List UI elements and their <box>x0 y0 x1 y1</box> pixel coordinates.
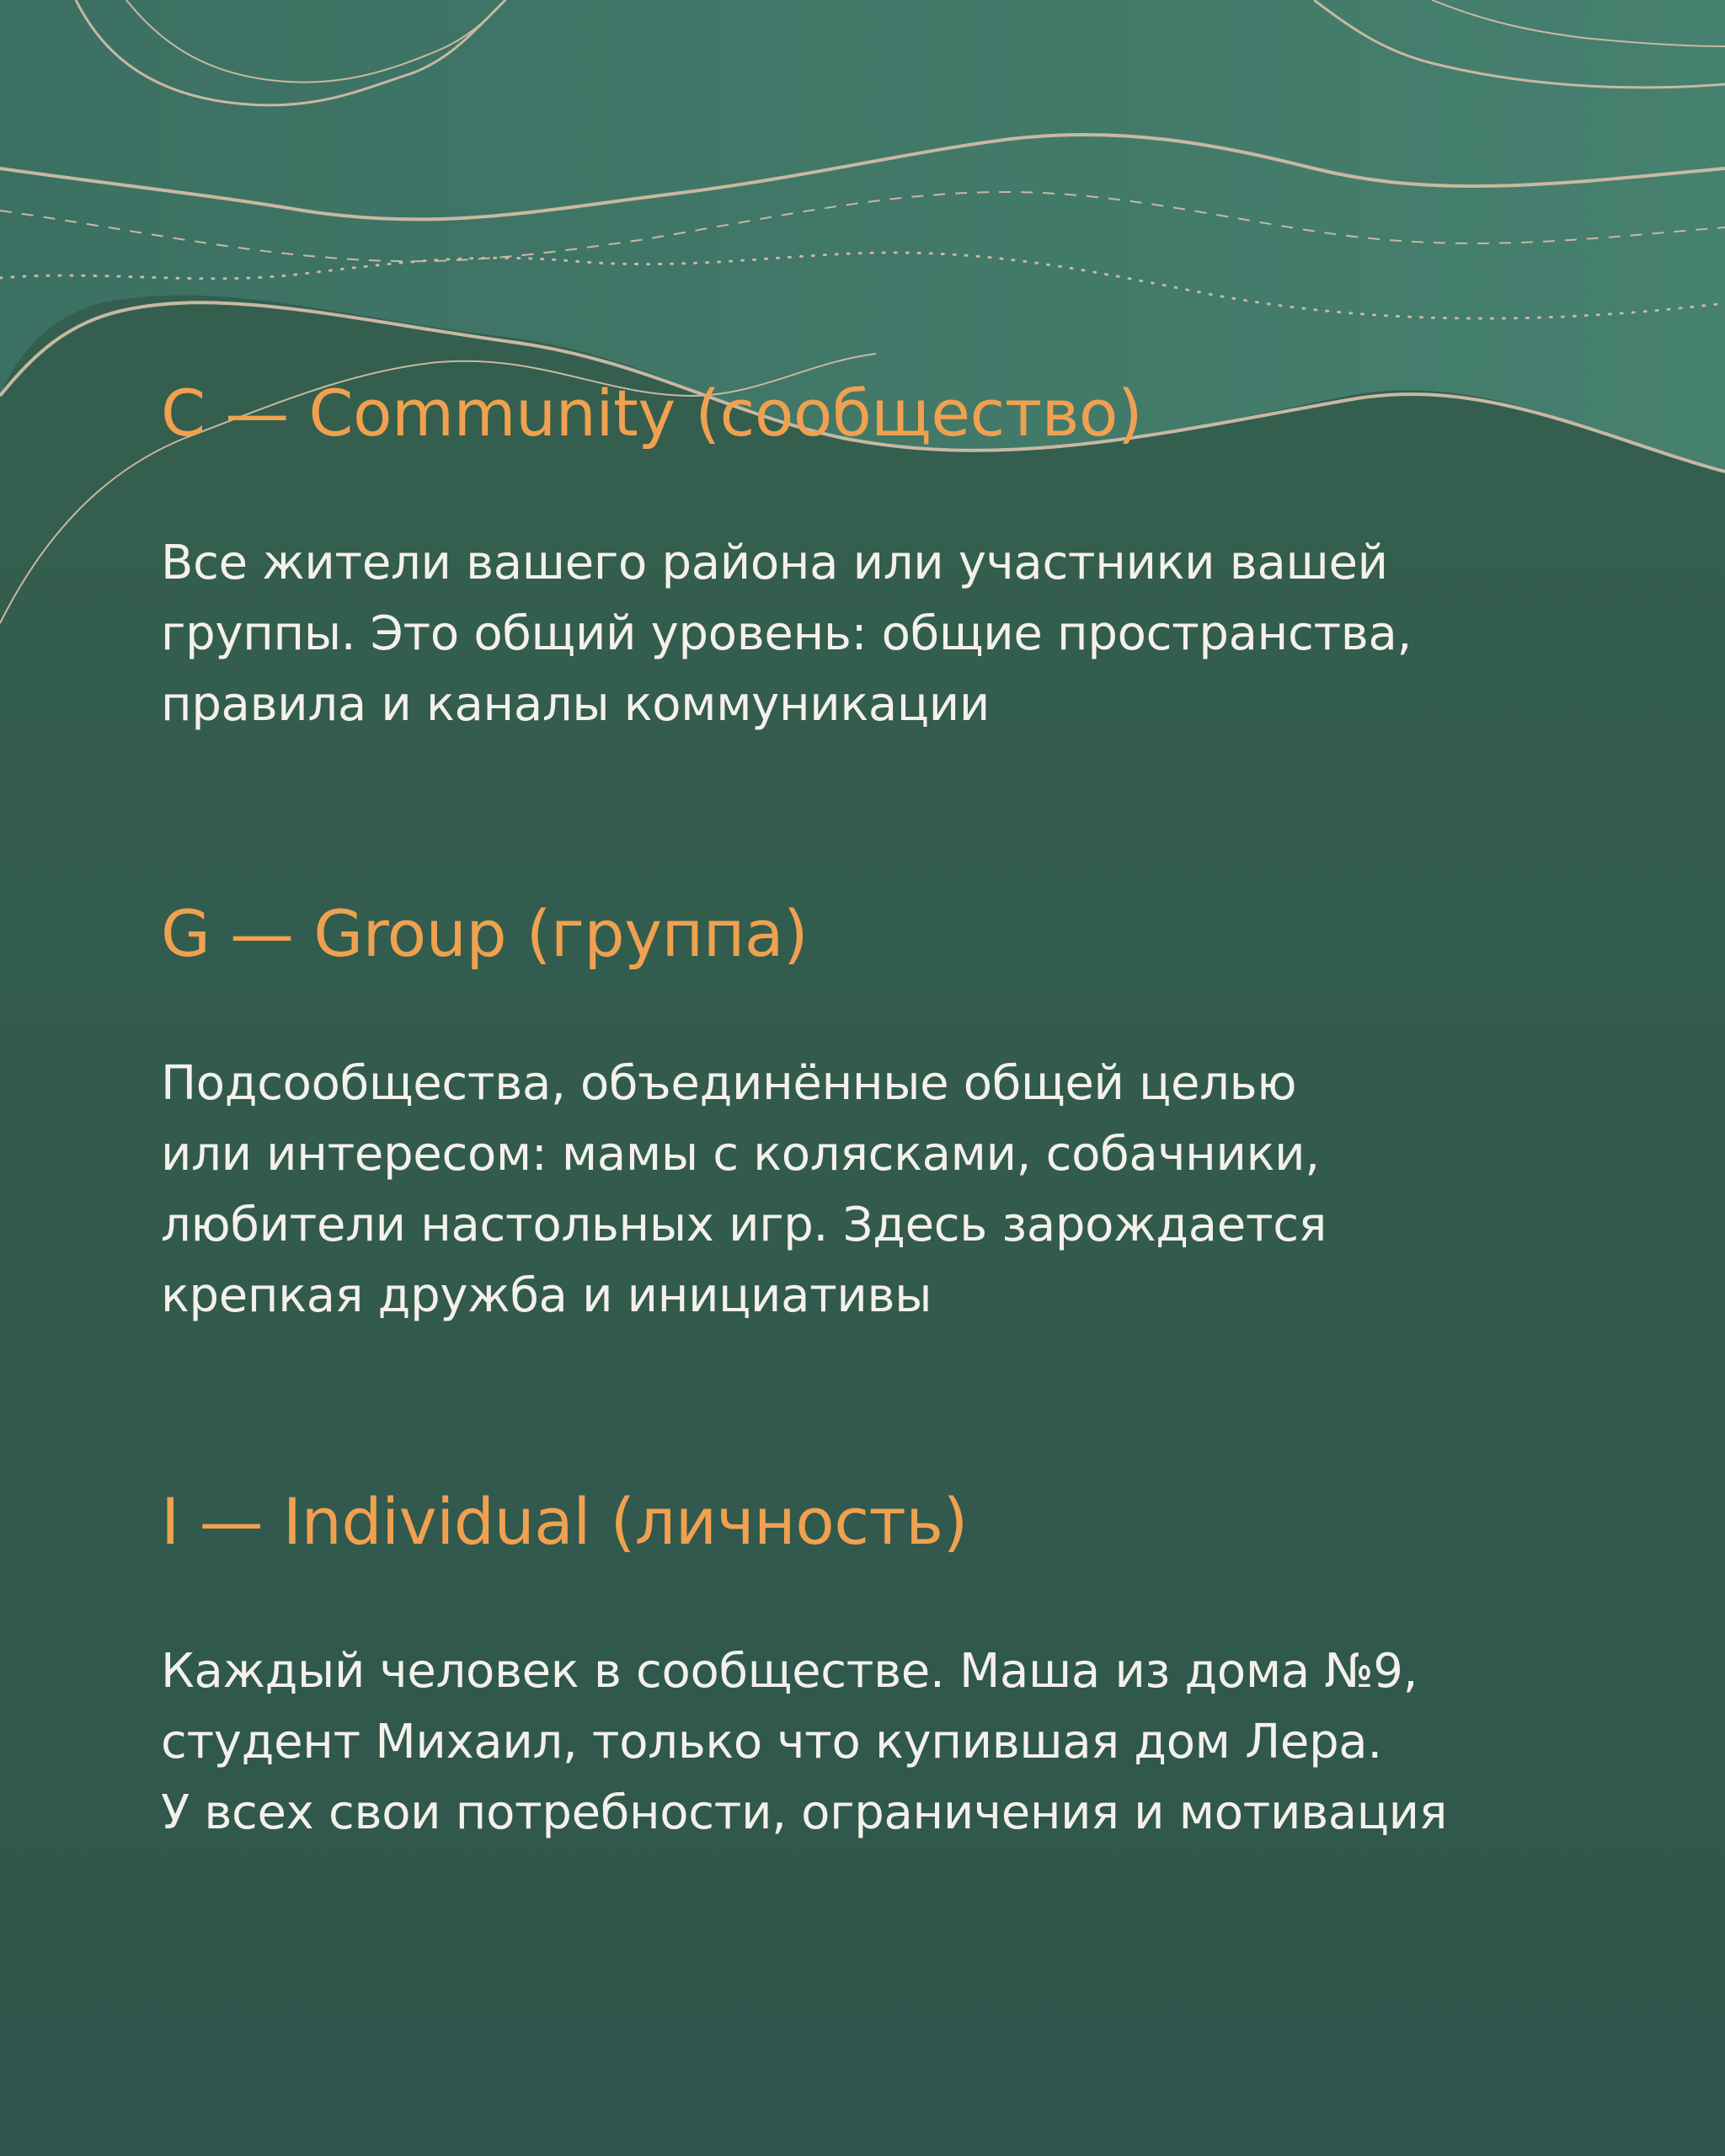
text-line: У всех свои потребности, ограничения и мотивация <box>161 1785 1448 1840</box>
text-line: правила и каналы коммуникации <box>161 677 990 732</box>
text-line: крепкая дружба и инициативы <box>161 1268 932 1323</box>
text-line: Каждый человек в сообществе. Маша из дома №9, <box>161 1644 1418 1699</box>
section-heading-individual: I — Individual (личность) <box>161 1484 968 1559</box>
section-group <box>161 895 1327 1331</box>
section-text-individual <box>161 1636 1447 1849</box>
section-text-group <box>161 1049 1327 1331</box>
section-community <box>161 375 1412 740</box>
section-text-community <box>161 528 1412 740</box>
text-line: любители настольных игр. Здесь зарождается <box>161 1198 1327 1252</box>
text-line: или интересом: мамы с колясками, собачники, <box>161 1127 1320 1182</box>
text-line: студент Михаил, только что купившая дом Лера. <box>161 1715 1382 1769</box>
section-heading-community: C — Community (сообщество) <box>161 376 1143 451</box>
text-line: Подсообщества, объединённые общей целью <box>161 1056 1297 1111</box>
section-individual <box>161 1483 1447 1849</box>
text-line: группы. Это общий уровень: общие пространства, <box>161 606 1412 661</box>
section-heading-group: G — Group (группа) <box>161 896 809 971</box>
text-line: Все жители вашего района или участники вашей <box>161 536 1388 590</box>
